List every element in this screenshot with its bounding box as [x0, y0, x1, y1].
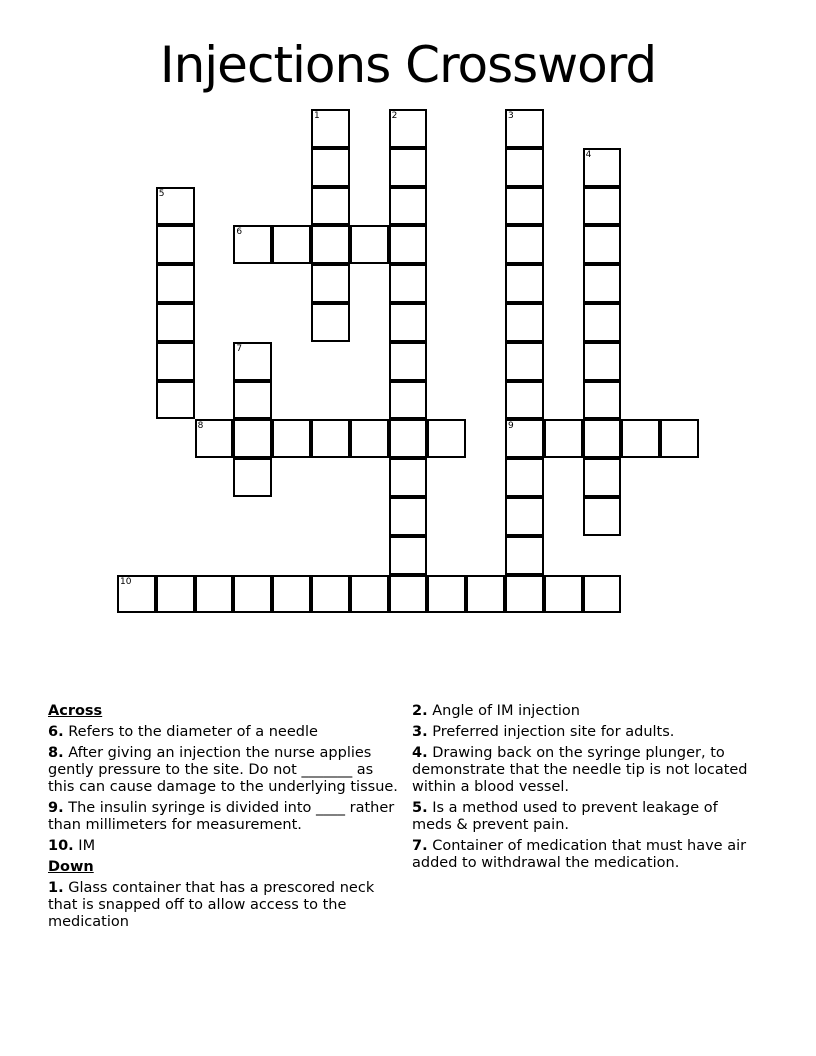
grid-cell[interactable]	[505, 225, 544, 264]
clue-down-5	[412, 800, 762, 834]
clue-number-label: 8	[197, 421, 204, 432]
grid-cell[interactable]	[311, 187, 350, 226]
clue-number: 6.	[48, 724, 64, 740]
across-heading: Across	[48, 703, 103, 719]
clue-number: 10.	[48, 838, 74, 854]
clue-text: IM	[73, 838, 96, 854]
grid-cell[interactable]	[233, 575, 272, 614]
clue-text: Container of medication that must have air added to withdrawal the medication.	[412, 838, 747, 871]
grid-cell[interactable]	[505, 187, 544, 226]
clue-down-1	[48, 880, 398, 931]
grid-cell[interactable]	[389, 264, 428, 303]
grid-cell[interactable]	[156, 187, 195, 226]
grid-cell[interactable]	[272, 575, 311, 614]
clue-number-label: 6	[236, 227, 243, 238]
grid-cell[interactable]	[389, 303, 428, 342]
grid-cell[interactable]	[233, 458, 272, 497]
grid-cell[interactable]	[544, 419, 583, 458]
grid-cell[interactable]	[427, 575, 466, 614]
clue-number: 5.	[412, 800, 428, 816]
grid-cell[interactable]	[466, 575, 505, 614]
grid-cell[interactable]	[272, 419, 311, 458]
clue-number: 2.	[412, 703, 428, 719]
grid-cell[interactable]	[350, 225, 389, 264]
clue-across-8	[48, 745, 398, 796]
grid-cell[interactable]	[156, 342, 195, 381]
grid-cell[interactable]	[195, 419, 234, 458]
grid-cell[interactable]	[117, 575, 156, 614]
clue-number-label: 9	[508, 421, 514, 432]
down-heading: Down	[48, 859, 94, 875]
clue-down-7	[412, 838, 762, 872]
grid-cell[interactable]	[505, 575, 544, 614]
grid-cell[interactable]	[156, 575, 195, 614]
clue-text: Preferred injection site for adults.	[427, 724, 675, 740]
clue-across-9	[48, 800, 398, 834]
grid-cell[interactable]	[311, 303, 350, 342]
grid-cell[interactable]	[389, 536, 428, 575]
clues-column-left	[48, 703, 398, 935]
grid-cell[interactable]	[583, 148, 622, 187]
grid-cell[interactable]	[583, 419, 622, 458]
grid-cell[interactable]	[389, 342, 428, 381]
grid-cell[interactable]	[311, 264, 350, 303]
clue-text: The insulin syringe is divided into ____ rather than millimeters for measurement.	[48, 800, 395, 833]
grid-cell[interactable]	[350, 419, 389, 458]
clue-text: After giving an injection the nurse applies gently pressure to the site. Do not _______ as this can cause damage to the underlying tissue.	[48, 745, 398, 795]
clue-number: 1.	[48, 880, 64, 896]
grid-cell[interactable]	[311, 109, 350, 148]
grid-cell[interactable]	[505, 303, 544, 342]
grid-cell[interactable]	[621, 419, 660, 458]
grid-cell[interactable]	[389, 458, 428, 497]
grid-cell[interactable]	[195, 575, 234, 614]
grid-cell[interactable]	[583, 303, 622, 342]
grid-cell[interactable]	[156, 225, 195, 264]
clue-number-label: 4	[585, 149, 592, 160]
grid-cell[interactable]	[311, 419, 350, 458]
grid-cell[interactable]	[233, 342, 272, 381]
grid-cell[interactable]	[389, 187, 428, 226]
grid-cell[interactable]	[544, 575, 583, 614]
clue-number: 9.	[48, 800, 64, 816]
grid-cell[interactable]	[389, 109, 428, 148]
grid-cell[interactable]	[311, 225, 350, 264]
clue-number-label: 2	[391, 111, 398, 121]
grid-cell[interactable]	[156, 264, 195, 303]
clue-number-label: 7	[236, 343, 243, 354]
grid-cell[interactable]	[505, 497, 544, 536]
clue-text: Glass container that has a prescored neck that is snapped off to allow access to the medication	[48, 880, 375, 930]
grid-cell[interactable]	[660, 419, 699, 458]
clue-number-label: 3	[508, 111, 514, 121]
grid-cell[interactable]	[311, 148, 350, 187]
grid-cell[interactable]	[350, 575, 389, 614]
grid-cell[interactable]	[156, 303, 195, 342]
grid-cell[interactable]	[505, 419, 544, 458]
grid-cell[interactable]	[389, 419, 428, 458]
grid-cell[interactable]	[389, 497, 428, 536]
grid-cell[interactable]	[389, 381, 428, 420]
clue-text: Refers to the diameter of a needle	[63, 724, 318, 740]
clue-number: 3.	[412, 724, 428, 740]
grid-cell[interactable]	[389, 148, 428, 187]
clue-number: 8.	[48, 745, 64, 761]
grid-cell[interactable]	[583, 187, 622, 226]
grid-cell[interactable]	[233, 419, 272, 458]
clue-text: Angle of IM injection	[427, 703, 580, 719]
grid-cell[interactable]	[505, 148, 544, 187]
grid-cell[interactable]	[505, 109, 544, 148]
clue-text: Is a method used to prevent leakage of meds & prevent pain.	[412, 800, 718, 833]
grid-cell[interactable]	[505, 536, 544, 575]
clue-number-label: 5	[158, 188, 165, 199]
clue-number: 7.	[412, 838, 428, 854]
clue-number-label: 1	[314, 111, 320, 121]
grid-cell[interactable]	[233, 225, 272, 264]
grid-cell[interactable]	[427, 419, 466, 458]
clue-down-2	[412, 703, 762, 720]
clues-column-right	[412, 703, 762, 876]
clue-across-6	[48, 724, 398, 741]
grid-cell[interactable]	[583, 497, 622, 536]
grid-cell[interactable]	[389, 575, 428, 614]
grid-cell[interactable]	[505, 381, 544, 420]
clue-down-3	[412, 724, 762, 741]
grid-cell[interactable]	[505, 458, 544, 497]
grid-cell[interactable]	[311, 575, 350, 614]
grid-cell[interactable]	[272, 225, 311, 264]
clue-number-label: 10	[120, 576, 132, 587]
grid-cell[interactable]	[505, 264, 544, 303]
clue-number: 4.	[412, 745, 428, 761]
clue-across-10	[48, 838, 398, 855]
grid-cell[interactable]	[389, 225, 428, 264]
grid-cell[interactable]	[505, 342, 544, 381]
grid-cell[interactable]	[583, 458, 622, 497]
grid-cell[interactable]	[156, 381, 195, 420]
grid-cell[interactable]	[583, 264, 622, 303]
clue-text: Drawing back on the syringe plunger, to demonstrate that the needle tip is not located within a blood vessel.	[412, 745, 748, 795]
grid-cell[interactable]	[583, 342, 622, 381]
grid-cell[interactable]	[583, 575, 622, 614]
grid-cell[interactable]	[583, 225, 622, 264]
clue-down-4	[412, 745, 762, 796]
grid-cell[interactable]	[233, 381, 272, 420]
grid-cell[interactable]	[583, 381, 622, 420]
page-title: Injections Crossword	[159, 36, 657, 94]
